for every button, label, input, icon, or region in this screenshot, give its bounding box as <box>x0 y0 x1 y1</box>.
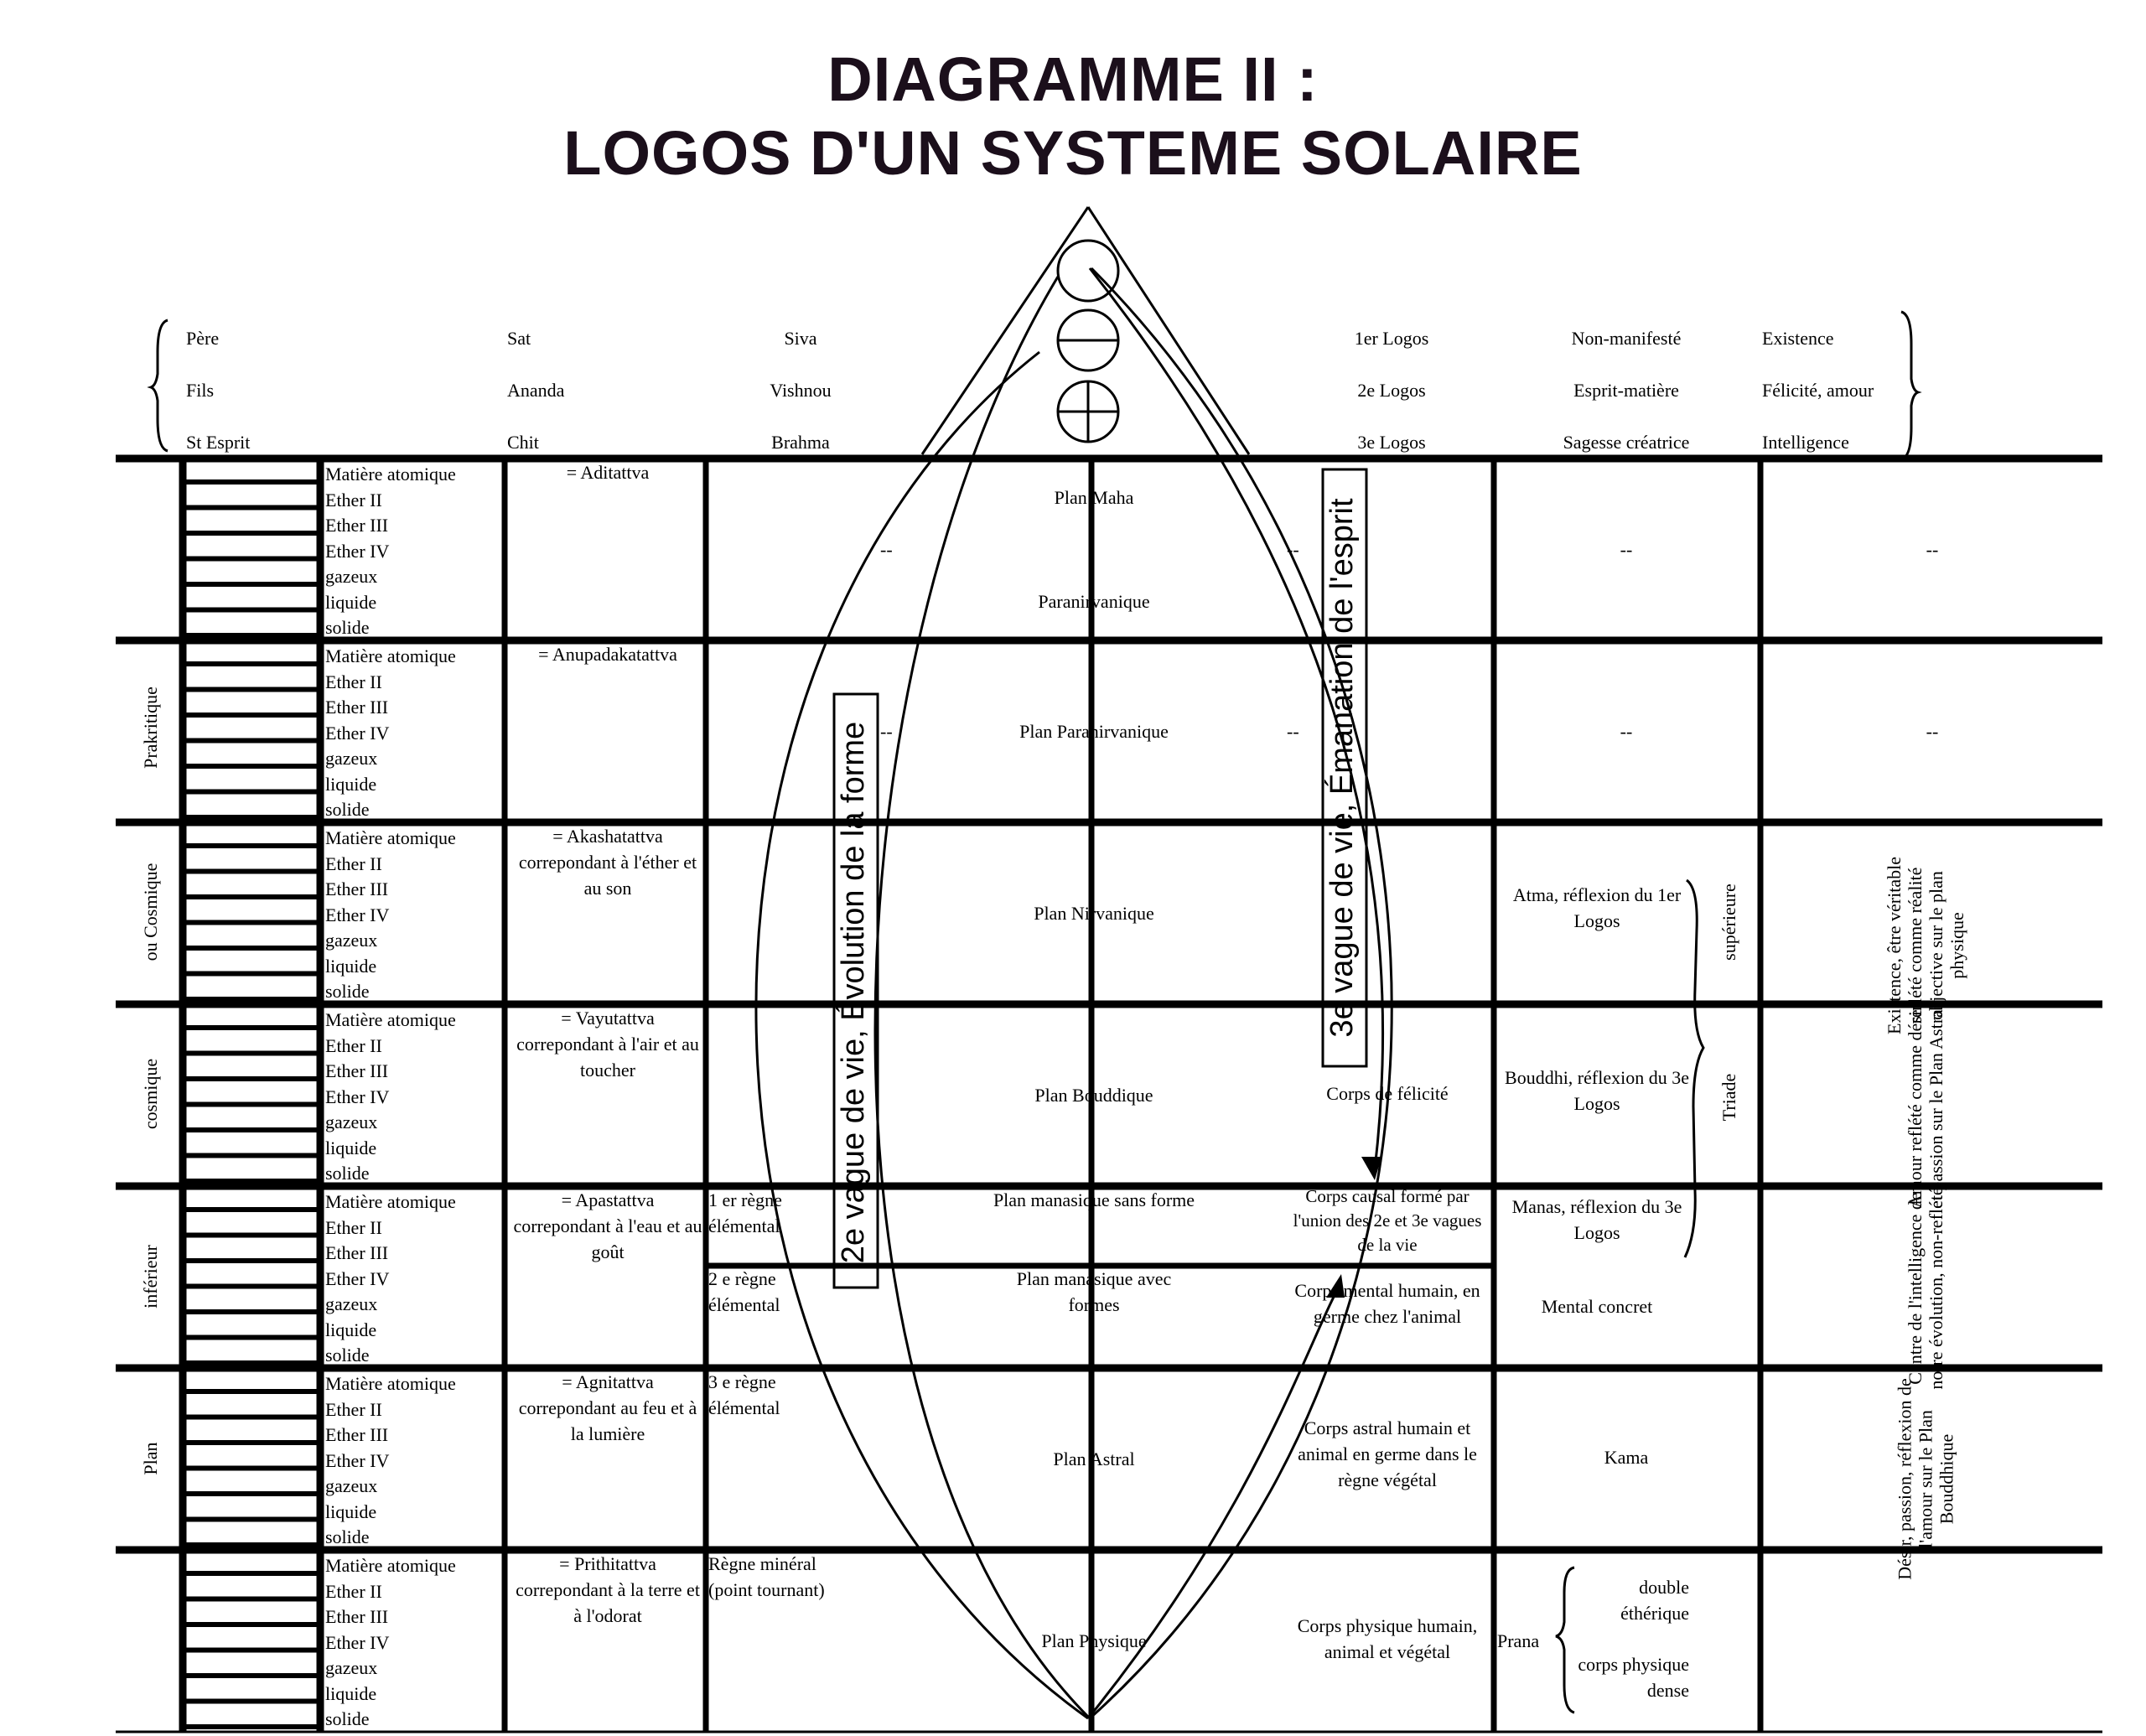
header-mode-3: Sagesse créatrice <box>1563 432 1690 453</box>
subplane-label: Ether III <box>325 1606 389 1627</box>
header-logos-2: 2e Logos <box>1357 380 1426 401</box>
header-sanskrit-1: Sat <box>507 328 531 349</box>
subplane-label: Matière atomique <box>325 464 456 485</box>
header-sanskrit-2: Ananda <box>507 380 565 401</box>
subplane-label: Ether III <box>325 1060 389 1081</box>
left-label-prakritique: Prakritique <box>140 687 161 769</box>
kingdom-1: -- <box>880 539 893 560</box>
plane-4: Plan Bouddique <box>1034 1085 1153 1106</box>
subplane-label: Ether III <box>325 697 389 718</box>
header-logos-1: 1er Logos <box>1354 328 1429 349</box>
subplane-label: Ether IV <box>325 722 390 744</box>
principle-1: -- <box>1620 539 1633 560</box>
principle-7-sub2: corps physique dense <box>1578 1654 1689 1701</box>
principle-6: Kama <box>1604 1447 1649 1468</box>
subplane-label: Ether II <box>325 489 382 510</box>
header-person-1: Père <box>186 328 220 349</box>
aspect-1: -- <box>1926 539 1939 560</box>
triad-label: Triade <box>1718 1073 1739 1122</box>
kingdom-5b: 2 e règne élémental <box>708 1268 780 1315</box>
subplane-label: Matière atomique <box>325 645 456 666</box>
plane-3: Plan Nirvanique <box>1034 903 1154 924</box>
second-wave-label: 2e vague de vie, Évolution de la forme <box>836 721 871 1264</box>
plane-7: Plan Physique <box>1041 1630 1147 1651</box>
subplane-label: Ether IV <box>325 1086 390 1107</box>
subplane-label: Matière atomique <box>325 1373 456 1394</box>
subplane-label: gazeux <box>325 566 378 587</box>
aspect-4: Amour reflété comme désir et passion sur le Plan Astral <box>1905 1004 1946 1209</box>
header-quality-1: Existence <box>1762 328 1834 349</box>
subplane-label: solide <box>325 1526 370 1547</box>
principle-7-sub1: double éthérique <box>1620 1577 1689 1624</box>
tattva-7: = Prithitattva correpondant à la terre et à l'odorat <box>516 1553 700 1626</box>
subplane-label: Ether III <box>325 515 389 536</box>
subplane-label: gazeux <box>325 748 378 769</box>
subplane-label: Ether II <box>325 1034 382 1056</box>
triangle-left-side <box>922 207 1088 454</box>
plane-1: Plan Maha <box>1054 487 1134 508</box>
plane-1b: Paranirvanique <box>1038 591 1150 612</box>
subplane-label: Ether IV <box>325 540 390 562</box>
principle-7: Prana <box>1497 1630 1540 1651</box>
left-brace-icon <box>151 320 168 451</box>
subplane-label: Ether IV <box>325 1267 390 1289</box>
principle-4: Bouddhi, réflexion du 3e Logos <box>1505 1067 1689 1114</box>
subplane-label: gazeux <box>325 1112 378 1132</box>
tattva-2: = Anupadakatattva <box>538 644 677 665</box>
subplane-label: liquide <box>325 1319 377 1340</box>
subplane-label: Ether II <box>325 852 382 874</box>
plane-5a: Plan manasique sans forme <box>993 1189 1195 1210</box>
subplane-label: solide <box>325 617 370 638</box>
subplane-label: gazeux <box>325 1475 378 1496</box>
aspect-2: -- <box>1926 721 1939 742</box>
tattva-3: = Akashatattva correpondant à l'éther et au son <box>518 826 697 899</box>
tattva-6: = Agnitattva correpondant au feu et à la lumière <box>518 1371 697 1444</box>
subplane-label: Ether IV <box>325 1631 390 1653</box>
subplane-label: Ether III <box>325 1242 389 1263</box>
kingdom-2: -- <box>880 721 893 742</box>
subplane-label: liquide <box>325 1137 377 1158</box>
right-brace-icon <box>1901 312 1918 459</box>
subplane-label: liquide <box>325 1682 377 1704</box>
header-mode-2: Esprit-matière <box>1573 380 1679 401</box>
vehicle-7: Corps physique humain, animal et végétal <box>1297 1615 1478 1662</box>
subplane-label: Ether II <box>325 1216 382 1238</box>
plane-5b: Plan manasique avec formes <box>1016 1268 1172 1315</box>
subplane-label: Matière atomique <box>325 1555 456 1576</box>
header-quality-3: Intelligence <box>1762 432 1849 453</box>
vehicle-6: Corps astral humain et animal en germe dans le règne végétal <box>1298 1417 1477 1490</box>
left-label-plan: Plan <box>140 1442 161 1475</box>
subplane-label: Ether IV <box>325 1449 390 1471</box>
vehicle-1: -- <box>1287 539 1299 560</box>
subplane-label: solide <box>325 1345 370 1365</box>
kingdom-7: Règne minéral (point tournant) <box>708 1553 825 1600</box>
header-person-2: Fils <box>186 380 215 401</box>
plane-2: Plan Paranirvanique <box>1019 721 1169 742</box>
subplane-label: liquide <box>325 591 377 613</box>
header-mode-1: Non-manifesté <box>1571 328 1682 349</box>
second-wave-curve-left <box>756 352 1088 1718</box>
principle-5a: Manas, réflexion du 3e Logos <box>1511 1196 1682 1243</box>
subplane-label: Ether II <box>325 671 382 692</box>
third-wave-label: 3e vague de vie, Émanation de l'esprit <box>1324 498 1360 1038</box>
subplane-label: Matière atomique <box>325 1191 456 1212</box>
subplane-label: solide <box>325 981 370 1002</box>
subplane-label: solide <box>325 799 370 820</box>
principle-3: Atma, réflexion du 1er Logos <box>1512 884 1682 931</box>
vehicle-5b: Corps mental humain, en germe chez l'animal <box>1294 1280 1480 1327</box>
subplane-label: gazeux <box>325 930 378 951</box>
subplane-label: Ether II <box>325 1580 382 1602</box>
title-line-2: LOGOS D'UN SYSTEME SOLAIRE <box>563 118 1583 188</box>
plane-6: Plan Astral <box>1053 1448 1135 1469</box>
subplane-label: Ether III <box>325 1424 389 1445</box>
aspect-3: Existence, être véritable reflété comme réalité objective sur le plan physique <box>1884 857 1967 1034</box>
header-deity-1: Siva <box>784 328 817 349</box>
left-label-inferieur: inférieur <box>140 1245 161 1308</box>
tattva-5: = Apastattva correpondant à l'eau et au goût <box>513 1189 702 1262</box>
subplane-label: Matière atomique <box>325 827 456 848</box>
aspect-6: Désir, passion, réflexion de l'amour sur le Plan Bouddhique <box>1894 1378 1957 1580</box>
vehicle-2: -- <box>1287 721 1299 742</box>
subplane-label: Ether IV <box>325 904 390 925</box>
prana-brace-icon <box>1556 1568 1574 1713</box>
left-label-ou-cosmique: ou Cosmique <box>140 863 161 961</box>
header-quality-2: Félicité, amour <box>1762 380 1874 401</box>
header-deity-2: Vishnou <box>770 380 832 401</box>
subplane-label: solide <box>325 1163 370 1184</box>
vehicle-4: Corps de félicité <box>1326 1083 1449 1104</box>
subplane-label: Ether II <box>325 1398 382 1420</box>
subplane-label: solide <box>325 1708 370 1729</box>
header-sanskrit-3: Chit <box>507 432 539 453</box>
subplane-label: gazeux <box>325 1293 378 1314</box>
subplane-label: gazeux <box>325 1657 378 1678</box>
subplane-label: Ether III <box>325 878 389 899</box>
header-person-3: St Esprit <box>186 432 251 453</box>
tattva-4: = Vayutattva correpondant à l'air et au toucher <box>516 1008 699 1080</box>
triangle-right-side <box>1088 207 1249 454</box>
tattva-1: = Aditattva <box>566 462 650 483</box>
principle-2: -- <box>1620 721 1633 742</box>
subplane-label: liquide <box>325 1500 377 1522</box>
kingdom-6: 3 e règne élémental <box>708 1371 780 1418</box>
title-line-1: DIAGRAMME II : <box>827 44 1319 114</box>
left-label-cosmique: cosmique <box>140 1058 161 1130</box>
kingdom-5a: 1 er règne élémental <box>708 1189 782 1236</box>
subplane-label: liquide <box>325 773 377 795</box>
triad-superieure-label: supérieure <box>1718 884 1739 961</box>
subplane-label: Matière atomique <box>325 1009 456 1030</box>
vehicle-5a: Corps causal formé par l'union des 2e et 3e vagues de la vie <box>1293 1186 1482 1255</box>
aspect-5: Centre de l'intelligence de notre évolution, non-reflété <box>1905 1187 1946 1390</box>
header-deity-3: Brahma <box>771 432 830 453</box>
principle-5b: Mental concret <box>1541 1296 1653 1317</box>
subplane-label: liquide <box>325 955 377 977</box>
header-logos-3: 3e Logos <box>1357 432 1426 453</box>
